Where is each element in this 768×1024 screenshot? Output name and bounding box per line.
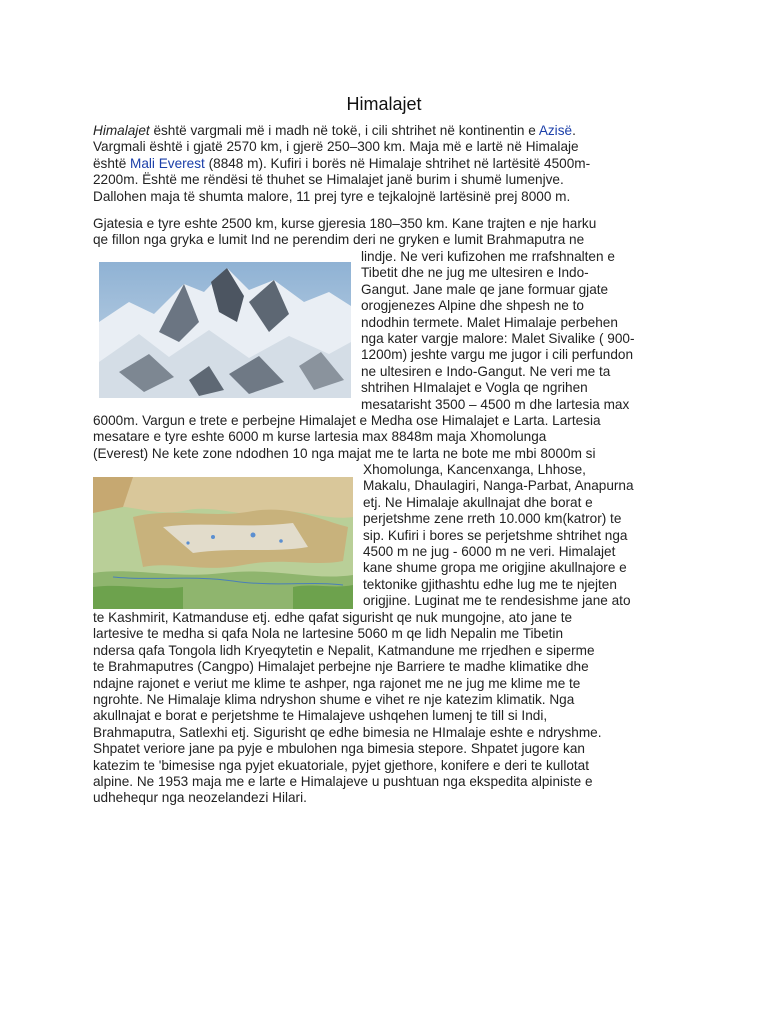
body-line: ne ultesiren e Indo-Gangut. Ne veri me ta <box>361 363 611 379</box>
body-middle <box>93 413 675 462</box>
body-line: akullnajat e borat e perjetshme te Himalajeve ushqehen lumenj te till si Indi, <box>93 708 548 724</box>
intro-line-4: 2200m. Është me rëndësi të thuhet se Himalajet janë burim i shumë lumenjve. <box>93 172 564 188</box>
body-line: Makalu, Dhaulagiri, Nanga-Parbat, Anapurna <box>363 478 634 494</box>
body-line: lindje. Ne veri kufizohen me rrafshnalten e <box>361 249 615 264</box>
intro-emphasis: Himalajet <box>93 123 150 138</box>
body-line: perjetshme zene rreth 10.000 km(katror) te <box>363 511 622 527</box>
intro-paragraph <box>93 123 675 205</box>
body-line: origjine. Luginat me te rendesishme jane ato <box>363 593 631 609</box>
body-line: (Everest) Ne kete zone ndodhen 10 nga majat me te larta ne bote me mbi 8000m si <box>93 445 596 461</box>
body-line: katezim te 'bimesise nga pyjet ekuatoriale, pyjet gjethore, konifere e deri te kullotat <box>93 757 590 773</box>
body-line: Brahmaputra, Satlexhi etj. Sigurisht qe edhe bimesia ne HImalaje eshte e ndryshme. <box>93 724 602 740</box>
intro-text: . <box>572 123 576 138</box>
body-line: alpine. Ne 1953 maja me e larte e Himalajeve u pushtuan nga ekspedita alpiniste e <box>93 773 593 789</box>
body-line: ndodhin termete. Malet Himalaje perbehen <box>361 314 618 330</box>
body-line: lartesive te medha si qafa Nola ne lartesine 5060 m qe lidh Nepalin me Tibetin <box>93 626 564 642</box>
body-paragraph-top <box>93 216 675 249</box>
body-line: Shpatet veriore jane pa pyje e mbulohen nga bimesia stepore. Shpatet jugore kan <box>93 741 585 757</box>
link-mali-everest[interactable]: Mali Everest <box>130 155 205 171</box>
body-line: 6000m. Vargun e trete e perbejne Himalajet e Medha ose Himalajet e Larta. Lartesia <box>93 413 601 428</box>
mountain-photo-graphic <box>99 262 351 398</box>
intro-line-3 <box>93 156 675 172</box>
body-line: mesatare e tyre eshte 6000 m kurse lartesia max 8848m maja Xhomolunga <box>93 429 547 445</box>
body-bottom <box>93 610 675 807</box>
relief-map <box>93 477 353 609</box>
body-line: 1200m) jeshte vargu me jugor i cili perfundon <box>361 347 634 363</box>
body-line: Tibetit dhe ne jug me ultesiren e Indo- <box>361 265 589 281</box>
intro-line-1 <box>93 123 675 139</box>
body-line: Gjatesia e tyre eshte 2500 km, kurse gjeresia 180–350 km. Kane trajten e nje harku <box>93 216 597 231</box>
intro-line-5: Dallohen maja të shumta malore, 11 prej tyre e tejkalojnë lartësinë prej 8000 m. <box>93 188 571 204</box>
mountain-photo <box>99 262 351 398</box>
body-line: Gangut. Jane male qe jane formuar gjate <box>361 281 609 297</box>
body-line: tektonike gjithashtu edhe lug me te njejten <box>363 576 617 592</box>
intro-text: është vargmali më i madh në tokë, i cili shtrihet në kontinentin e <box>149 123 539 138</box>
page-title: Himalajet <box>346 94 422 114</box>
body-line: 4500 m ne jug - 6000 m ne veri. Himalajet <box>363 543 616 559</box>
link-azise[interactable]: Azisë <box>538 123 573 138</box>
body-wrap-2 <box>363 462 683 610</box>
body-line: udhehequr nga neozelandezi Hilari. <box>93 790 307 806</box>
relief-map-graphic <box>93 477 353 609</box>
body-line: shtrihen HImalajet e Vogla qe ngrihen <box>361 380 588 396</box>
body-line: etj. Ne Himalaje akullnajat dhe borat e <box>363 494 593 510</box>
body-wrap-1 <box>361 249 681 413</box>
body-line: ndersa qafa Tongola lidh Kryeqytetin e Nepalit, Katmandune me rrjedhen e siperme <box>93 642 595 658</box>
body-line: orogjenezes Alpine dhe shpesh ne to <box>361 298 584 314</box>
intro-text: (8848 m). Kufiri i borës në Himalaje shtrihet në lartësitë 4500m- <box>204 155 591 171</box>
body-line: kane shume gropa me origjine akullnajore e <box>363 560 627 576</box>
body-line: Xhomolunga, Kancenxanga, Lhhose, <box>363 462 586 477</box>
body-line: nga kater vargje malore: Malet Sivalike ( 900- <box>361 330 635 346</box>
body-line: sip. Kufiri i bores se perjetshme shtrihet nga <box>363 527 628 543</box>
body-line: ndajne rajonet e veriut me klime te ashper, nga rajonet me ne jug me klime me te <box>93 675 581 691</box>
intro-line-2: Vargmali është i gjatë 2570 km, i gjerë 250–300 km. Maja më e lartë në Himalaje <box>93 139 579 155</box>
body-line: te Brahmaputres (Cangpo) Himalajet perbejne nje Barriere te madhe klimatike dhe <box>93 659 589 675</box>
body-line: ngrohte. Ne Himalaje klima ndryshon shume e vihet re nje katezim klimatik. Nga <box>93 691 575 707</box>
intro-text: është <box>93 155 131 171</box>
body-line: qe fillon nga gryka e lumit Ind ne perendim deri ne gryken e lumit Brahmaputra ne <box>93 232 585 248</box>
body-line: mesatarisht 3500 – 4500 m dhe lartesia max <box>361 396 630 412</box>
body-line: te Kashmirit, Katmanduse etj. edhe qafat sigurisht qe nuk mungojne, ato jane te <box>93 610 573 625</box>
